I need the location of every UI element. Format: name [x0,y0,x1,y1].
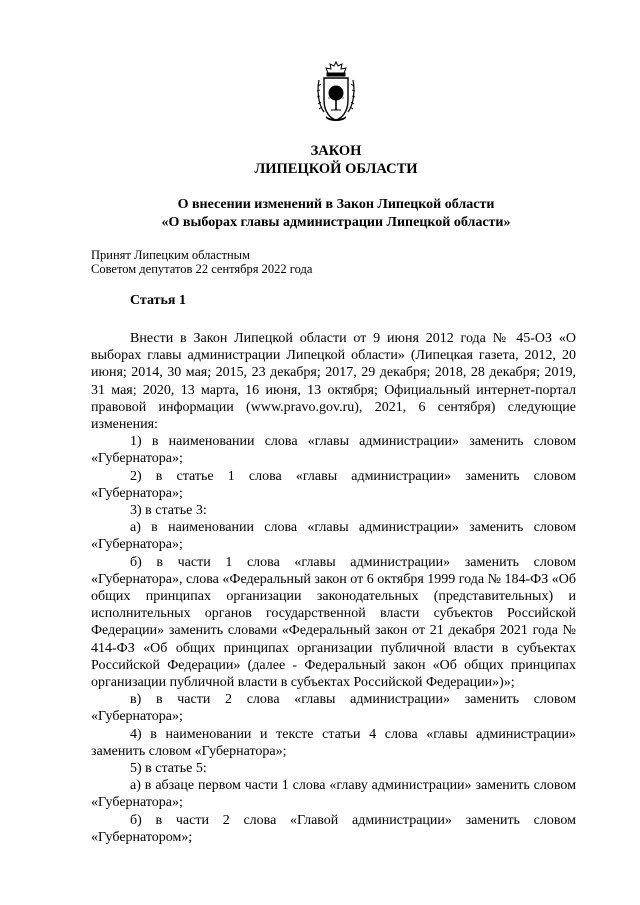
coat-of-arms-emblem [316,60,356,124]
adoption-line2: Советом депутатов 22 сентября 2022 года [91,262,313,276]
article-paragraph: Внести в Закон Липецкой области от 9 июня 2012 года № 45-ОЗ «О выборах главы администрации Липецкой области» (Липецкая газета, 2012, 20 июня; 2014, 30 мая; 2015, 23 декабря; 2017, 29 декабря; 2018, 28 декабря; 2019, 31 мая; 2020, 13 марта, 16 июня, 13 октября; Официальный интернет-портал правовой информации (www.pravo.gov.ru), 2021, 6 сентября) следующие изменения: [91,331,576,433]
law-subtitle-line1: О внесении изменений в Закон Липецкой области [177,197,495,212]
article-body [91,330,576,846]
article-paragraph: а) в наименовании слова «главы администрации» заменить словом «Губернатора»; [91,520,576,553]
law-subtitle-line2: «О выборах главы администрации Липецкой области» [161,215,511,230]
article-paragraph: 1) в наименовании слова «главы администрации» заменить словом «Губернатора»; [91,434,576,467]
article-paragraph: 5) в статье 5: [130,761,207,777]
law-region: ЛИПЕЦКОЙ ОБЛАСТИ [254,161,418,177]
article-paragraph: б) в части 2 слова «Главой администрации» заменить словом «Губернатором»; [91,812,576,845]
law-title: ЗАКОН [310,143,362,159]
article-paragraph: 4) в наименовании и тексте статьи 4 слова «главы администрации» заменить словом «Губернатора»; [91,726,576,759]
article-heading: Статья 1 [130,293,186,308]
adoption-line1: Принят Липецким областным [91,248,250,262]
article-paragraph: а) в абзаце первом части 1 слова «главу администрации» заменить словом «Губернатора»; [91,778,576,811]
article-paragraph: б) в части 1 слова «главы администрации» заменить словом «Губернатора», слова «Федеральный закон от 6 октября 1999 года № 184-ФЗ «Об общих принципах организации законодательных (представительных) и исполнительных органов государственной власти субъектов Российской Федерации» заменить словами «Федеральный закон от 21 декабря 2021 года № 414-ФЗ «Об общих принципах организации публичной власти в субъектах Российской Федерации» (далее - Федеральный закон «Об общих принципах организации публичной власти в субъектах Российской Федерации»)»; [91,554,576,691]
article-paragraph: 2) в статье 1 слова «главы администрации» заменить словом «Губернатора»; [91,468,576,501]
article-paragraph: 3) в статье 3: [130,503,207,519]
article-paragraph: в) в части 2 слова «главы администрации» заменить словом «Губернатора»; [91,692,576,725]
